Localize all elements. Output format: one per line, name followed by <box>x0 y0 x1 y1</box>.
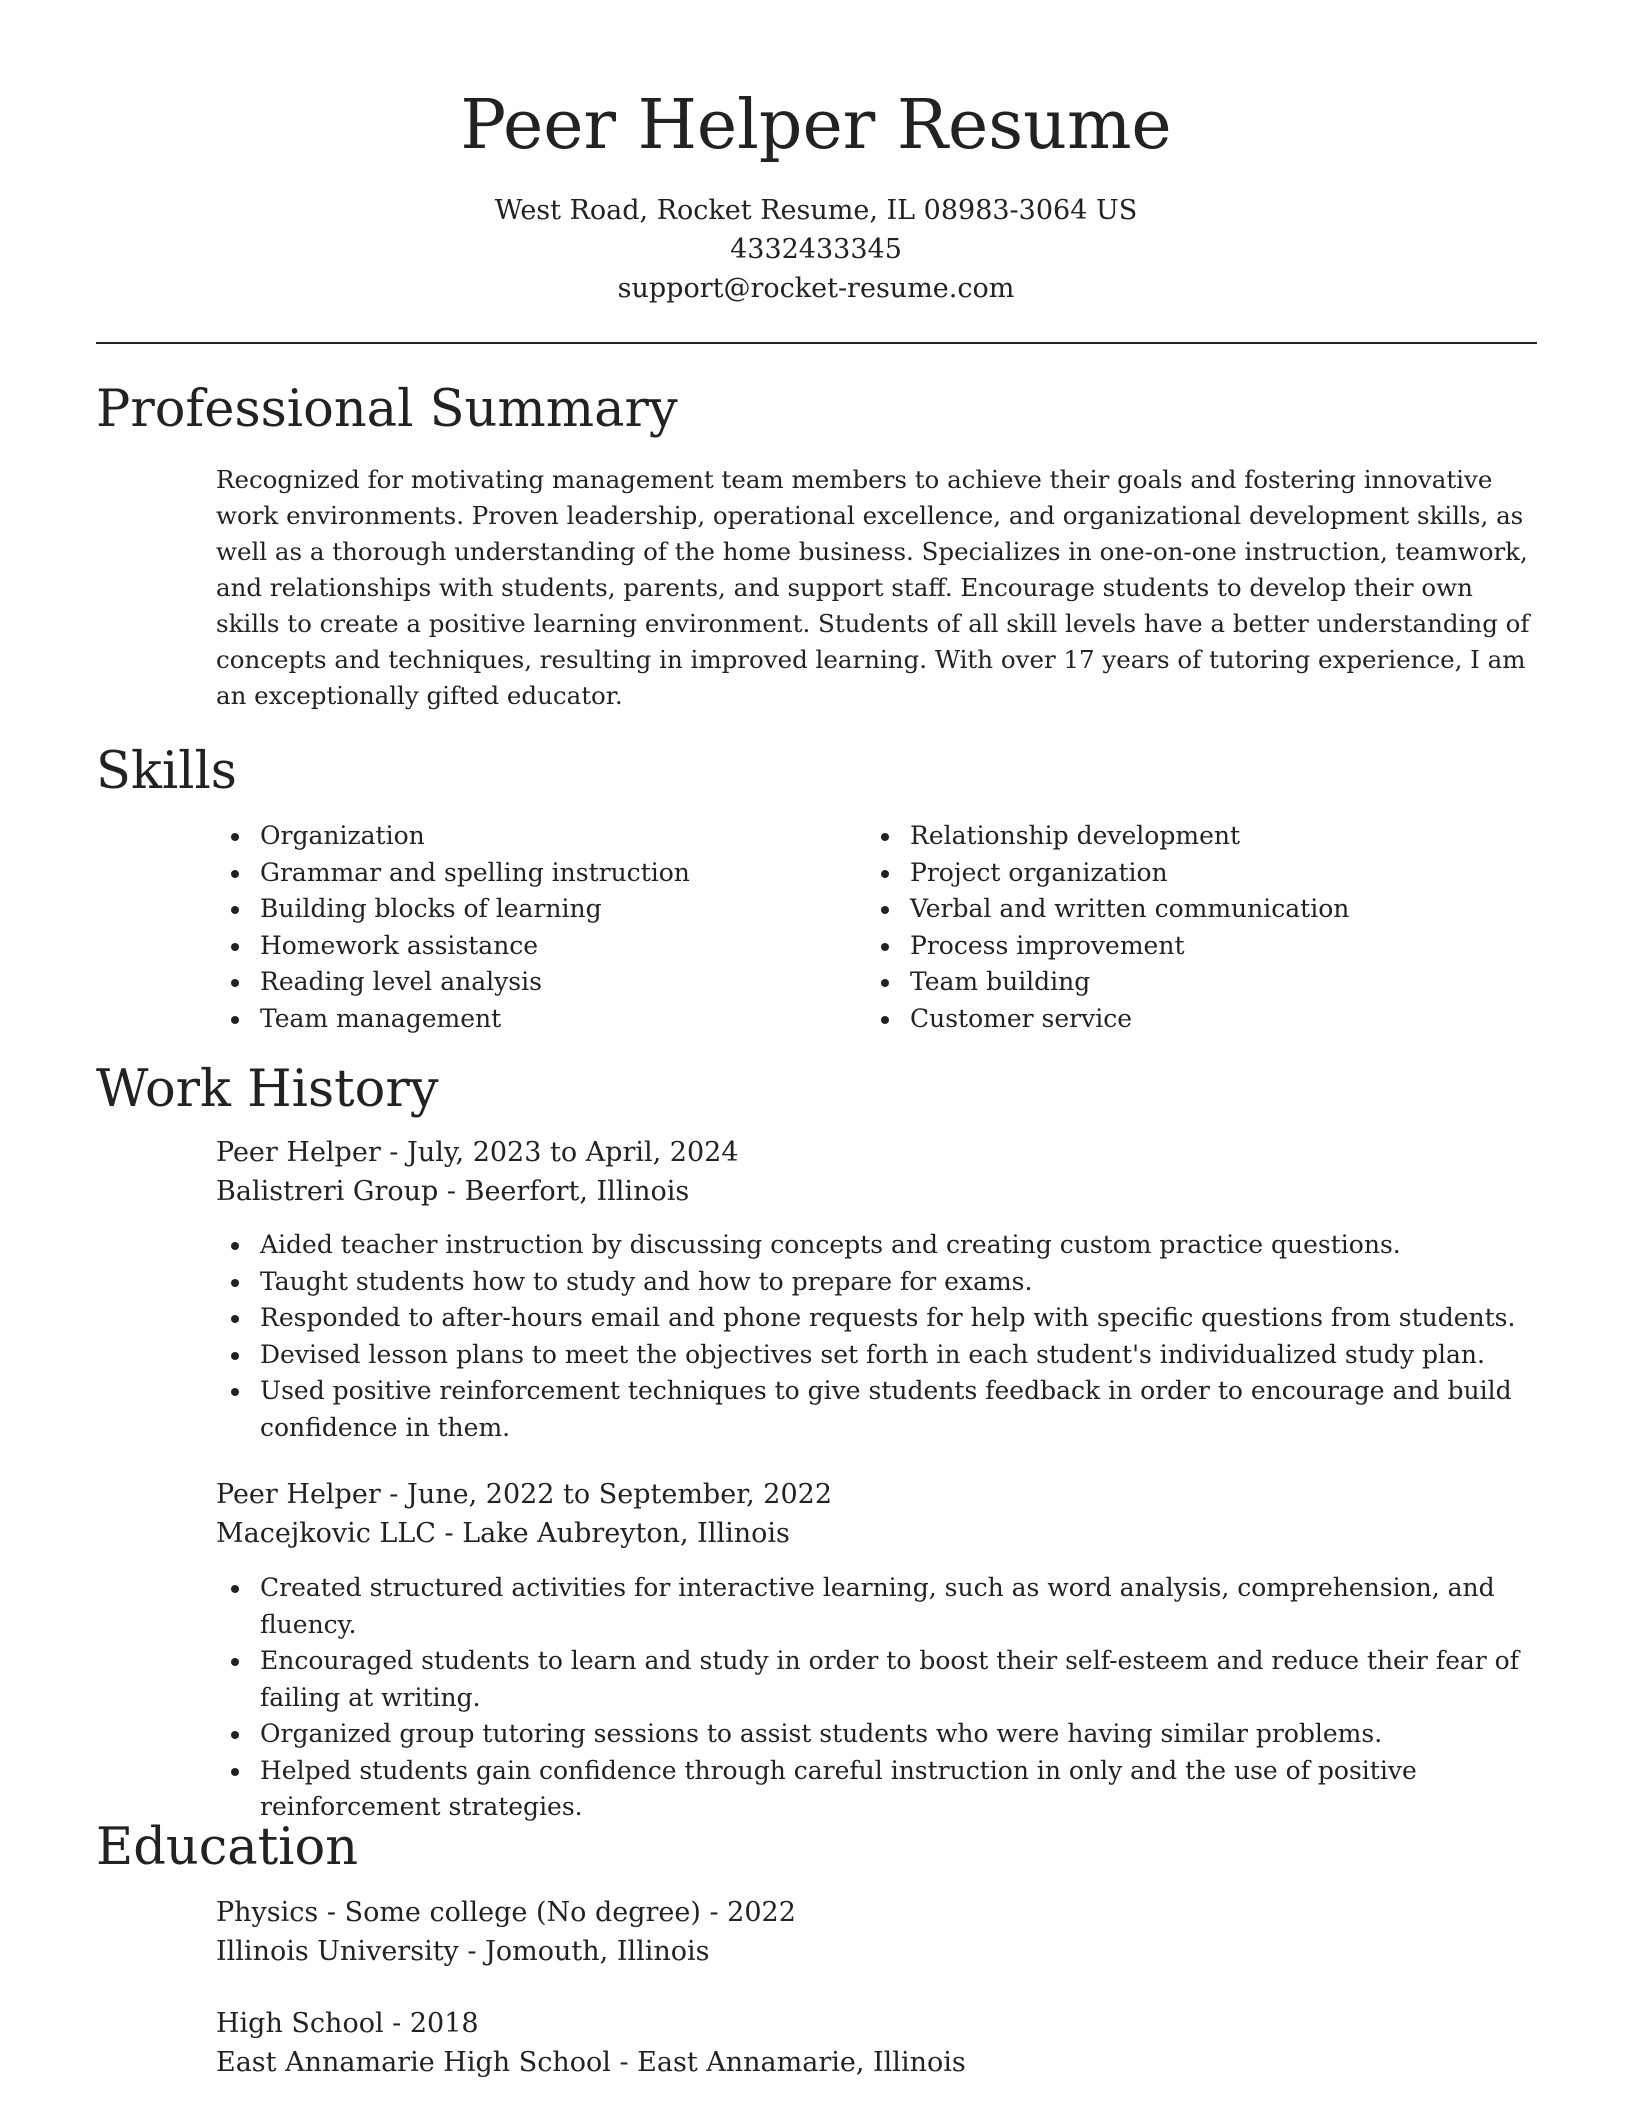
contact-phone: 4332433345 <box>730 234 902 265</box>
job-company-location: Macejkovic LLC - Lake Aubreyton, Illinois <box>216 1518 790 1549</box>
list-item: Helped students gain confidence through careful instruction in only and the use of positive reinforcement strategies. <box>216 1753 1536 1826</box>
list-item: Team management <box>216 1001 836 1038</box>
list-item: Taught students how to study and how to prepare for exams. <box>216 1264 1536 1301</box>
list-item: Process improvement <box>866 928 1506 965</box>
job-company-location: Balistreri Group - Beerfort, Illinois <box>216 1176 690 1207</box>
education-school: Illinois University - Jomouth, Illinois <box>216 1936 710 1967</box>
list-item: Responded to after-hours email and phone requests for help with specific questions from students. <box>216 1300 1536 1337</box>
list-item: Encouraged students to learn and study in order to boost their self-esteem and reduce their fear of failing at writing. <box>216 1643 1536 1716</box>
list-item: Used positive reinforcement techniques to give students feedback in order to encourage and build confidence in them. <box>216 1373 1536 1446</box>
contact-address: West Road, Rocket Resume, IL 08983-3064 US <box>494 195 1138 226</box>
education-school: East Annamarie High School - East Annamarie, Illinois <box>216 2047 966 2078</box>
summary-text: Recognized for motivating management team members to achieve their goals and fostering innovative work environments. Proven leadership, operational excellence, and organizational development skills, as well as a thorough understanding of the home business. Specializes in one-on-one instruction, teamwork, and relationships with students, parents, and support staff. Encourage students to develop their own skills to create a positive learning environment. Students of all skill levels have a better understanding of concepts and techniques, resulting in improved learning. With over 17 years of tutoring experience, I am an exceptionally gifted educator. <box>216 465 1530 710</box>
list-item: Building blocks of learning <box>216 891 836 928</box>
education-degree: Physics - Some college (No degree) - 2022 <box>216 1897 796 1928</box>
contact-email: support@rocket-resume.com <box>617 273 1015 304</box>
list-item: Reading level analysis <box>216 964 836 1001</box>
list-item: Team building <box>866 964 1506 1001</box>
list-item: Relationship development <box>866 818 1506 855</box>
skills-list-left <box>216 818 836 1037</box>
list-item: Homework assistance <box>216 928 836 965</box>
list-item: Devised lesson plans to meet the objectives set forth in each student's individualized study plan. <box>216 1337 1536 1374</box>
section-title-summary: Professional Summary <box>96 380 678 439</box>
section-title-education: Education <box>96 1818 359 1877</box>
list-item: Project organization <box>866 855 1506 892</box>
section-title-skills: Skills <box>96 742 237 801</box>
job-bullets <box>216 1570 1536 1826</box>
header-divider <box>96 342 1537 344</box>
section-title-work-history: Work History <box>96 1060 439 1119</box>
list-item: Created structured activities for interactive learning, such as word analysis, comprehension, and fluency. <box>216 1570 1536 1643</box>
job-role-dates: Peer Helper - June, 2022 to September, 2022 <box>216 1479 833 1510</box>
resume-title: Peer Helper Resume <box>460 86 1172 165</box>
list-item: Aided teacher instruction by discussing concepts and creating custom practice questions. <box>216 1227 1536 1264</box>
job-role-dates: Peer Helper - July, 2023 to April, 2024 <box>216 1137 739 1168</box>
skills-list-right <box>866 818 1506 1037</box>
list-item: Customer service <box>866 1001 1506 1038</box>
list-item: Verbal and written communication <box>866 891 1506 928</box>
list-item: Organization <box>216 818 836 855</box>
education-degree: High School - 2018 <box>216 2008 479 2039</box>
list-item: Organized group tutoring sessions to assist students who were having similar problems. <box>216 1716 1536 1753</box>
job-bullets <box>216 1227 1536 1446</box>
list-item: Grammar and spelling instruction <box>216 855 836 892</box>
